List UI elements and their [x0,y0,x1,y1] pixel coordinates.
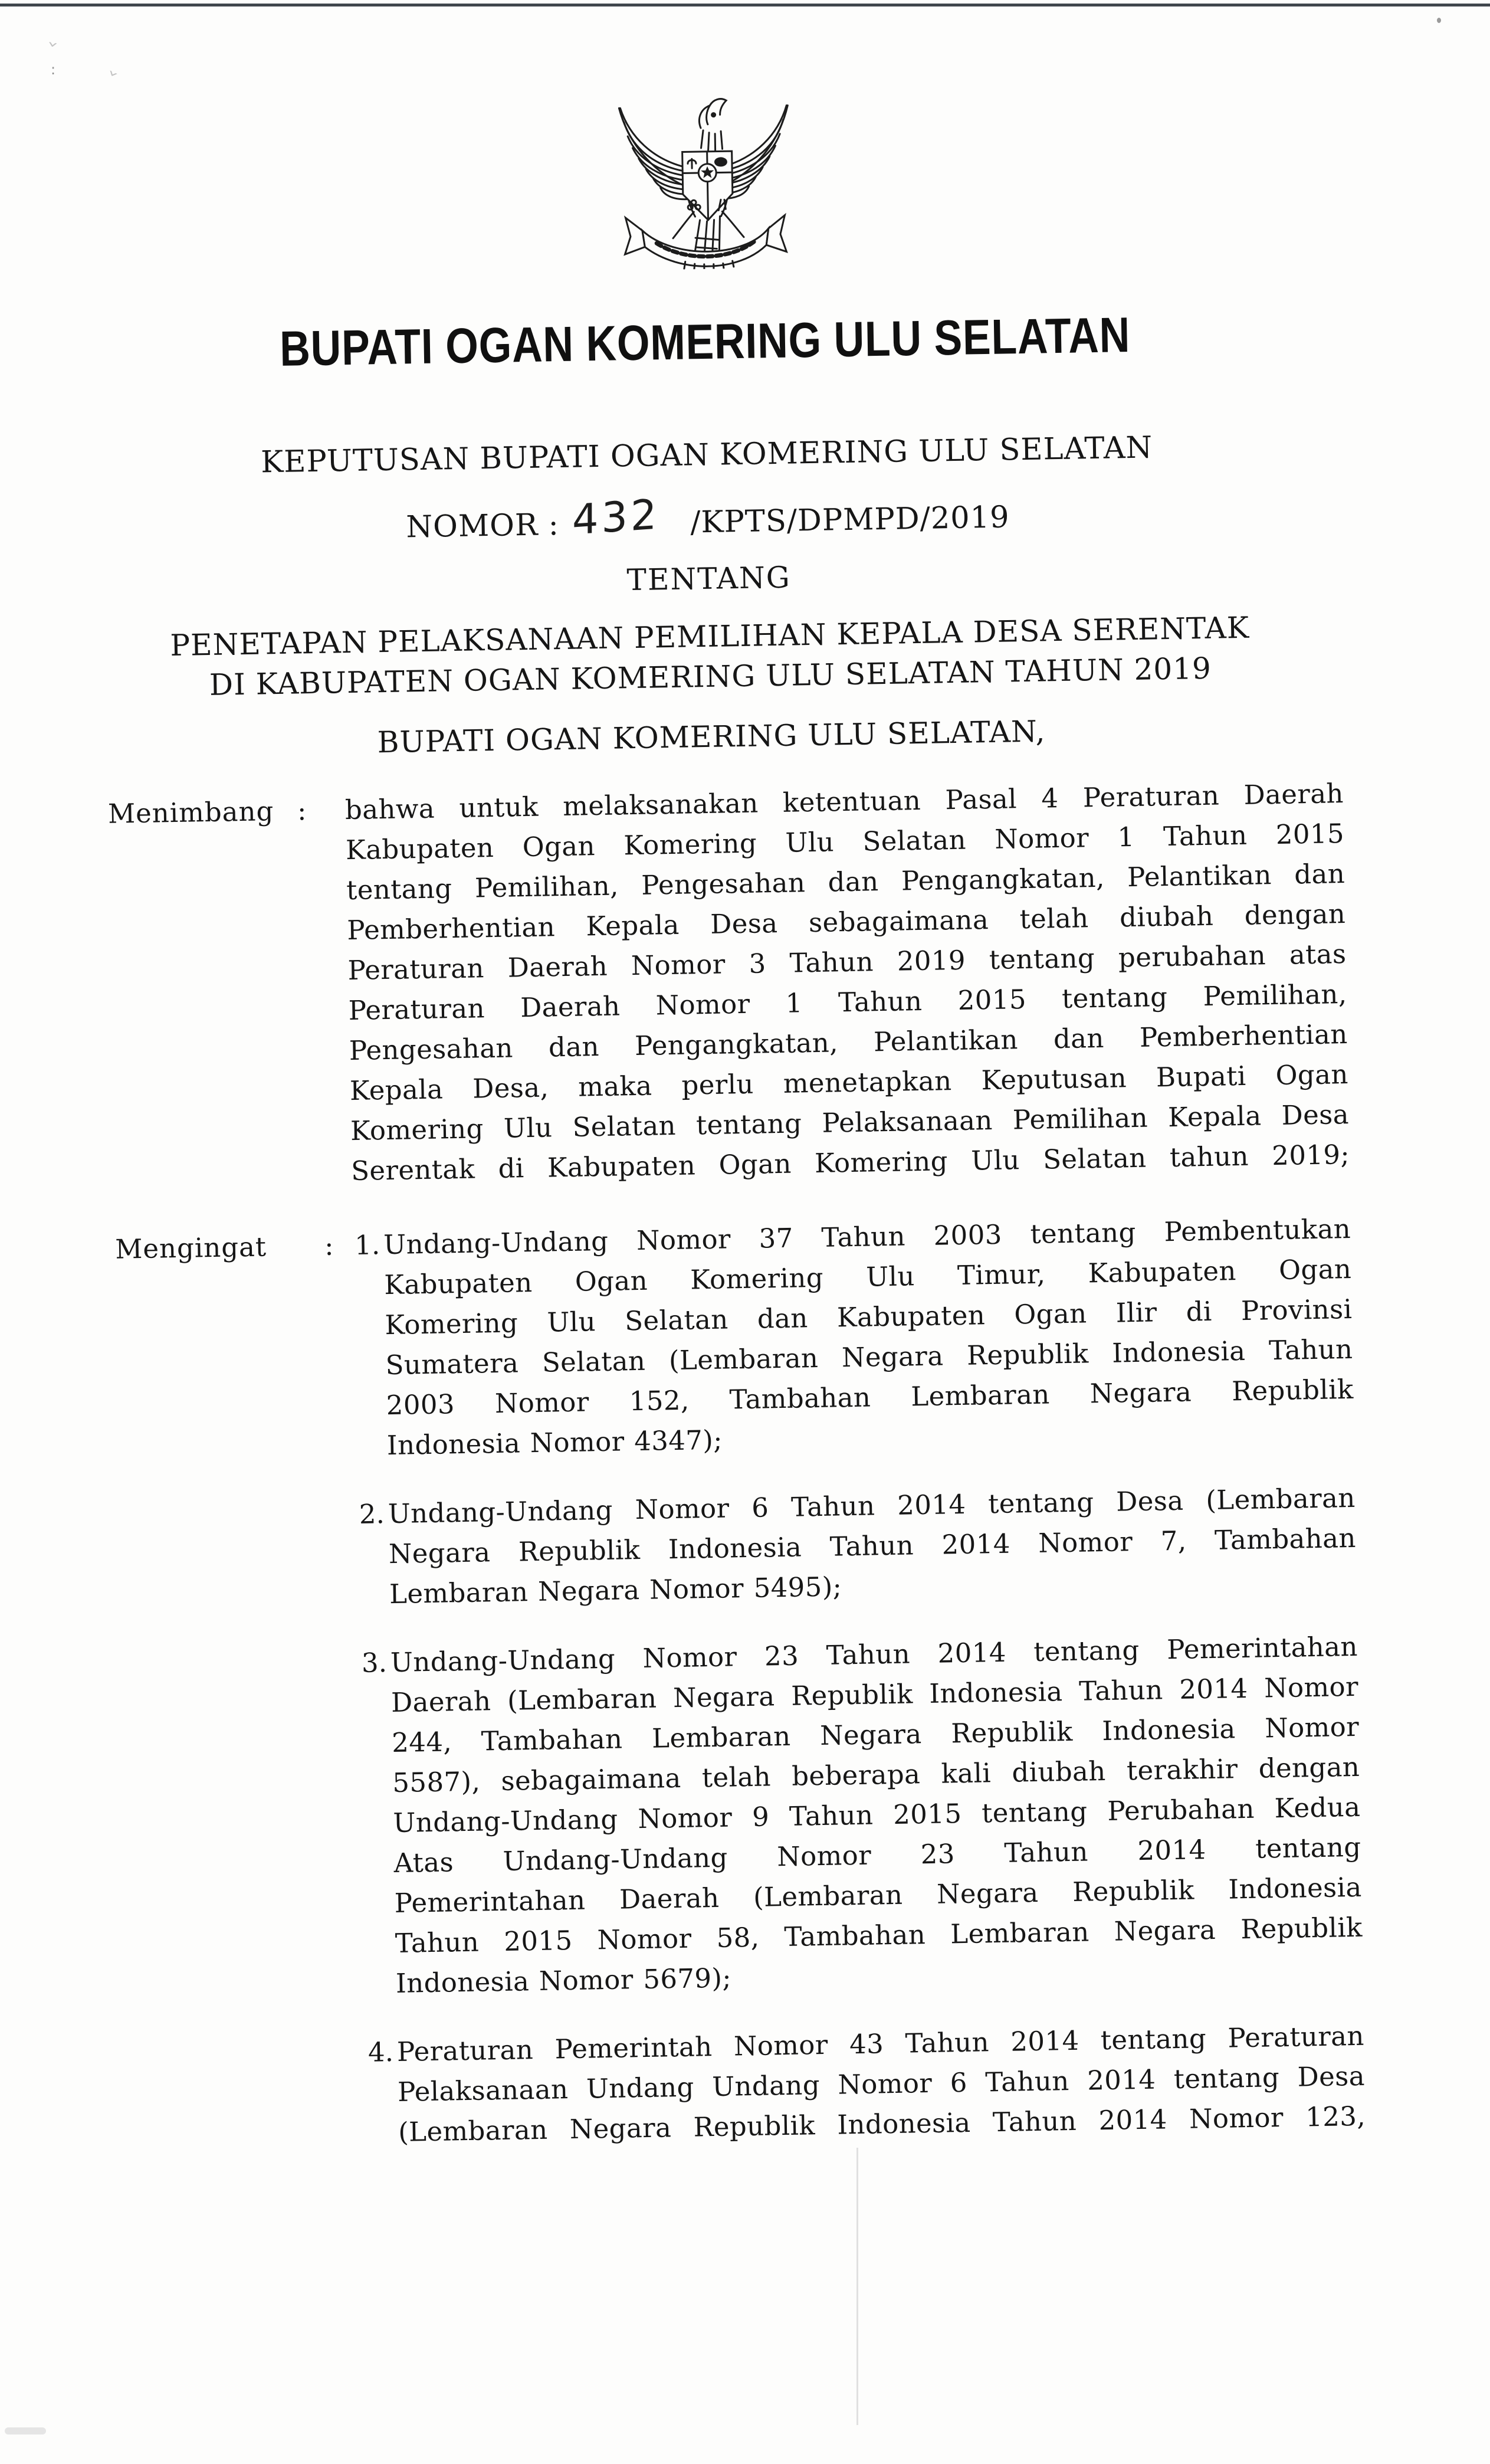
legal-item-4 [365,2016,1366,2153]
text-line: Kabupaten Ogan Komering Ulu Selatan Nomor 1 Tahun 2015 [345,818,1345,866]
scan-speck: › [102,66,124,82]
text-line: Indonesia Nomor 4347); [386,1424,723,1462]
legal-item-1 [352,1209,1355,1466]
text-line: Komering Ulu Selatan dan Kabupaten Ogan Ilir di Provinsi [385,1293,1353,1341]
legal-item-text [390,1627,1363,2004]
legal-item-text [388,1478,1357,1614]
tentang-heading: TENTANG [626,560,792,598]
office-heading-text: BUPATI OGAN KOMERING ULU SELATAN [279,306,1131,376]
issuer-salutation: BUPATI OGAN KOMERING ULU SELATAN, [377,714,1046,760]
text-line: Pengesahan dan Pengangkatan, Pelantikan dan Pemberhentian [349,1018,1348,1067]
text-line: Negara Republik Indonesia Tahun 2014 Nomor 7, Tambahan [388,1522,1357,1570]
legal-item-number: 1. [354,1229,380,1261]
mengingat-list [352,1209,1367,2181]
text-line: Daerah (Lembaran Negara Republik Indonesia Tahun 2014 Nomor [390,1670,1359,1719]
text-line: Undang-Undang Nomor 9 Tahun 2015 tentang Perubahan Kedua [393,1791,1361,1839]
text-line: Pemerintahan Daerah (Lembaran Negara Republik Indonesia [394,1871,1362,1919]
scan-speck: : [51,61,56,78]
mengingat-label: Mengingat [114,1231,267,1265]
text-line: tentang Pemilihan, Pengesahan dan Pengangkatan, Pelantikan dan [346,858,1345,906]
text-line: Undang-Undang Nomor 37 Tahun 2003 tentang Pembentukan [383,1213,1351,1261]
text-line: Peraturan Pemerintah Nomor 43 Tahun 2014 tentang Peraturan [396,2020,1365,2067]
text-line: Kepala Desa, maka perlu menetapkan Keputusan Bupati Ogan [349,1059,1349,1107]
legal-item-number: 3. [361,1647,388,1679]
text-line: Pemberhentian Kepala Desa sebagaimana telah diubah dengan [346,898,1346,946]
nomor-suffix: /KPTS/DPMPD/2019 [690,500,1010,540]
text-line: Indonesia Nomor 5679); [395,1962,732,1999]
text-line: 2003 Nomor 152, Tambahan Lembaran Negara Republik [386,1373,1354,1421]
text-line: Peraturan Daerah Nomor 1 Tahun 2015 tentang Pemilihan, [348,978,1347,1027]
scan-speck: › [42,39,64,50]
text-line: 244, Tambahan Lembaran Negara Republik Indonesia Nomor [391,1711,1360,1759]
text-line: Atas Undang-Undang Nomor 23 Tahun 2014 tentang [393,1831,1361,1879]
decree-number-line [0,486,1427,555]
text-line: Undang-Undang Nomor 23 Tahun 2014 tentang Pemerintahan [390,1630,1358,1679]
text-line: 5587), sebagaimana telah beberapa kali diubah terakhir dengan [392,1751,1360,1799]
handwritten-number: 432 [572,490,660,545]
garuda-pancasila-emblem [612,81,797,270]
text-line: Kabupaten Ogan Komering Ulu Timur, Kabupaten Ogan [383,1253,1352,1301]
subject-title-line-1: PENETAPAN PELAKSANAAN PEMILIHAN KEPALA DESA SERENTAK [169,610,1250,663]
legal-item-3 [359,1627,1363,2004]
text-line: Undang-Undang Nomor 6 Tahun 2014 tentang Desa (Lembaran [388,1482,1356,1530]
text-line: Komering Ulu Selatan tentang Pelaksanaan Pemilihan Kepala Desa [350,1099,1350,1147]
legal-item-number: 2. [359,1498,385,1530]
legal-item-number: 4. [367,2036,394,2068]
nomor-label: NOMOR : [406,507,560,545]
legal-item-text [383,1209,1355,1466]
decree-title: KEPUTUSAN BUPATI OGAN KOMERING ULU SELATAN [260,430,1153,480]
menimbang-colon: : [297,795,307,827]
menimbang-text [344,774,1350,1191]
text-line: Sumatera Selatan (Lembaran Negara Republik Indonesia Tahun [385,1333,1353,1381]
text-line: bahwa untuk melaksanakan ketentuan Pasal 4 Peraturan Daerah [344,778,1344,826]
text-line: Lembaran Negara Nomor 5495); [389,1571,842,1610]
legal-item-text [396,2016,1366,2152]
text-line: Pelaksanaan Undang Undang Nomor 6 Tahun 2014 tentang Desa [397,2060,1366,2108]
subject-title-line-2: DI KABUPATEN OGAN KOMERING ULU SELATAN TAHUN 2019 [209,651,1212,702]
menimbang-label: Menimbang [107,795,274,830]
text-line: (Lembaran Negara Republik Indonesia Tahun 2014 Nomor 123, [398,2100,1366,2148]
office-heading [0,303,1425,380]
text-line: Peraturan Daerah Nomor 3 Tahun 2019 tentang perubahan atas [347,938,1347,987]
mengingat-colon: : [324,1230,334,1262]
text-line: Tahun 2015 Nomor 58, Tambahan Lembaran Negara Republik [395,1911,1363,1959]
text-line: Serentak di Kabupaten Ogan Komering Ulu Selatan tahun 2019; [350,1138,1350,1187]
legal-item-2 [356,1478,1357,1615]
